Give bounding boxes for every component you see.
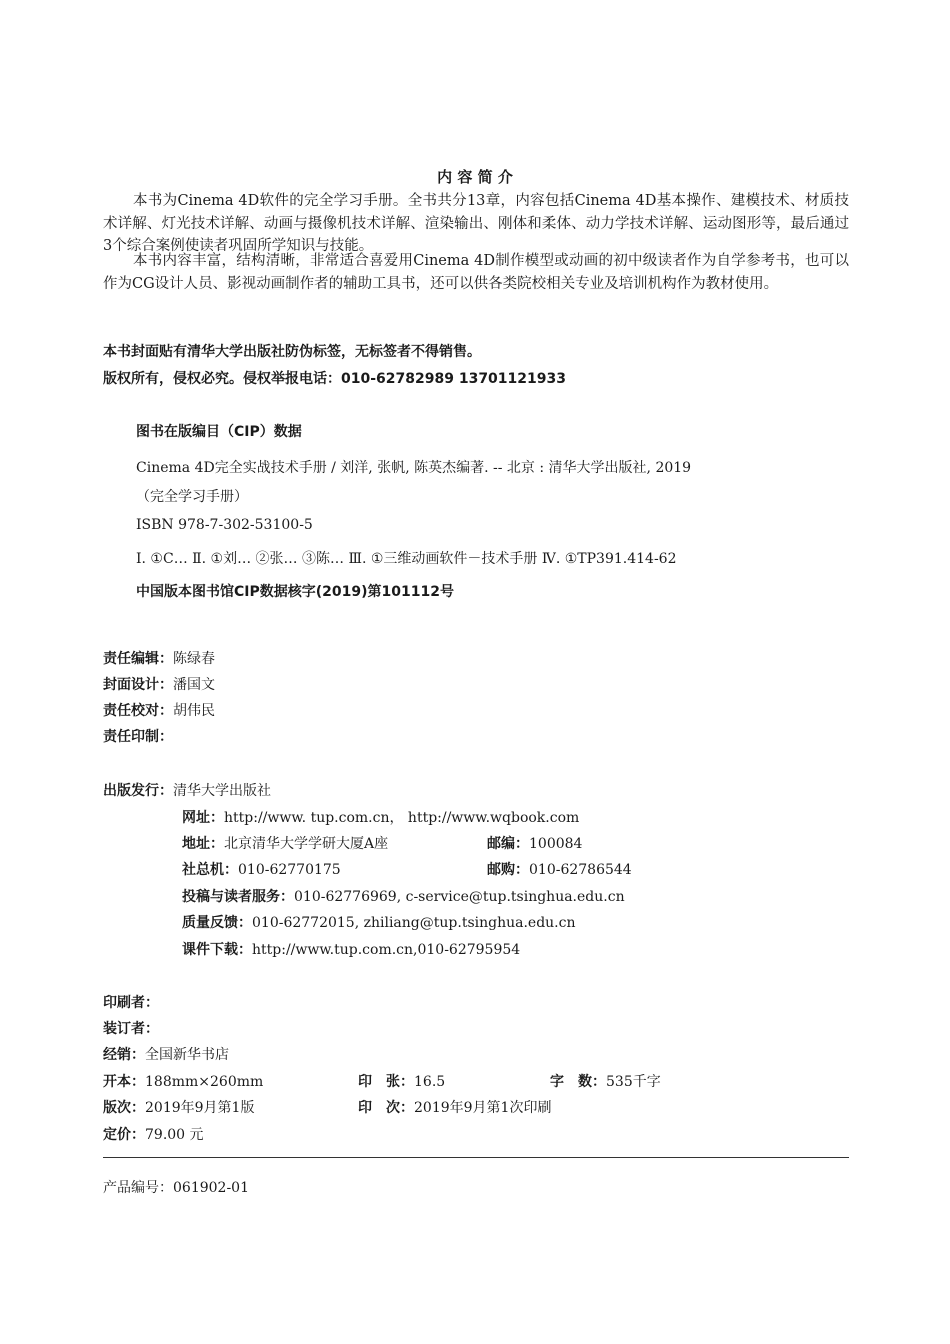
edition-label: 版次： (103, 1100, 145, 1116)
distributor-label: 经销： (103, 1047, 145, 1063)
cover-label: 封面设计： (103, 677, 173, 693)
cip-record: 中国版本图书馆CIP数据核字(2019)第101112号 (136, 584, 454, 600)
submission-label: 投稿与读者服务： (182, 889, 294, 905)
binder-label: 装订者： (103, 1021, 159, 1037)
address-label: 地址： (182, 836, 224, 852)
anti-counterfeit-notice: 本书封面贴有清华大学出版社防伪标签，无标签者不得销售。 (103, 344, 481, 360)
publisher-switchboard (182, 859, 341, 879)
zip-label: 邮编： (487, 836, 529, 852)
quality-label: 质量反馈： (182, 915, 252, 931)
print-label: 责任印制： (103, 729, 173, 745)
distributor-value: 全国新华书店 (145, 1047, 229, 1063)
mail-order-label: 邮购： (487, 862, 529, 878)
staff-editor (103, 648, 215, 668)
price-label: 定价： (103, 1127, 145, 1143)
copyright-notice: 版权所有，侵权必究。侵权举报电话：010-62782989 13701121933 (103, 371, 566, 387)
cover-name: 潘国文 (173, 677, 215, 693)
words-label: 字 数： (550, 1074, 606, 1090)
product-code-value: 061902-01 (173, 1180, 249, 1196)
cip-line-1: Cinema 4D完全实战技术手册 / 刘洋, 张帆, 陈英杰编著. -- 北京 : 清华大学出版社, 2019 (136, 460, 692, 476)
publisher-zip (487, 833, 582, 853)
format-value: 188mm×260mm (145, 1074, 264, 1090)
mail-order-value: 010-62786544 (529, 862, 632, 878)
summary-paragraph-2: 本书内容丰富，结构清晰，非常适合喜爱用Cinema 4D制作模型或动画的初中级读者作为自学参考书，也可以作为CG设计人员、影视动画制作者的辅助工具书，还可以供各类院校相关专业及培训机构作为教材使用。 (103, 253, 849, 292)
impression-label: 印 次： (358, 1100, 414, 1116)
publisher-quality (182, 912, 575, 932)
cip-heading: 图书在版编目（CIP）数据 (136, 424, 302, 440)
edition-line (103, 1097, 254, 1117)
sheets-line (358, 1071, 445, 1091)
quality-value: 010-62772015, zhiliang@tup.tsinghua.edu.cn (252, 915, 576, 931)
printer-label: 印刷者： (103, 995, 159, 1011)
download-label: 课件下载： (182, 942, 252, 958)
sheets-value: 16.5 (414, 1074, 446, 1090)
price-value: 79.00 元 (145, 1127, 204, 1143)
binder-line (103, 1018, 159, 1038)
edition-value: 2019年9月第1版 (145, 1100, 255, 1116)
publisher-address (182, 833, 388, 853)
impression-line (358, 1097, 551, 1117)
proof-label: 责任校对： (103, 703, 173, 719)
cip-isbn: ISBN 978-7-302-53100-5 (136, 517, 313, 533)
web-value: http://www. tup.com.cn， http://www.wqbook.com (224, 810, 580, 826)
staff-print (103, 726, 173, 746)
divider-line (103, 1157, 849, 1158)
publisher-submission (182, 886, 625, 906)
editor-label: 责任编辑： (103, 651, 173, 667)
cip-line-2: （完全学习手册） (136, 489, 248, 505)
publisher-label: 出版发行： (103, 783, 173, 799)
staff-cover (103, 674, 215, 694)
printer-line (103, 992, 159, 1012)
download-value: http://www.tup.com.cn,010-62795954 (252, 942, 521, 958)
summary-paragraph-1: 本书为Cinema 4D软件的完全学习手册。全书共分13章，内容包括Cinema 4D基本操作、建模技术、材质技术详解、灯光技术详解、动画与摄像机技术详解、渲染输出、刚体和柔体、动力学技术详解、运动图形等，最后通过3个综合案例使读者巩固所学知识与技能。 (103, 193, 849, 254)
product-code-line (103, 1177, 249, 1197)
zip-value: 100084 (529, 836, 583, 852)
summary-title: 内 容 简 介 (437, 168, 513, 186)
publisher-web (182, 807, 579, 827)
submission-value: 010-62776969, c-service@tup.tsinghua.edu.cn (294, 889, 625, 905)
sheets-label: 印 张： (358, 1074, 414, 1090)
publisher-download (182, 939, 520, 959)
staff-proof (103, 700, 215, 720)
editor-name: 陈绿春 (173, 651, 215, 667)
address-value: 北京清华大学学研大厦A座 (224, 836, 389, 852)
switchboard-label: 社总机： (182, 862, 238, 878)
proof-name: 胡伟民 (173, 703, 215, 719)
price-line (103, 1124, 204, 1144)
format-line (103, 1071, 263, 1091)
product-code-label: 产品编号： (103, 1180, 173, 1196)
publisher-name: 清华大学出版社 (173, 783, 271, 799)
impression-value: 2019年9月第1次印刷 (414, 1100, 552, 1116)
publisher-line (103, 780, 271, 800)
distributor-line (103, 1044, 229, 1064)
switchboard-value: 010-62770175 (238, 862, 341, 878)
web-label: 网址： (182, 810, 224, 826)
cip-classification: Ⅰ. ①C… Ⅱ. ①刘… ②张… ③陈… Ⅲ. ①三维动画软件－技术手册 Ⅳ. ①TP391.414-62 (136, 551, 677, 567)
words-line (550, 1071, 661, 1091)
publisher-mail-order (487, 859, 632, 879)
format-label: 开本： (103, 1074, 145, 1090)
words-value: 535千字 (606, 1074, 661, 1090)
